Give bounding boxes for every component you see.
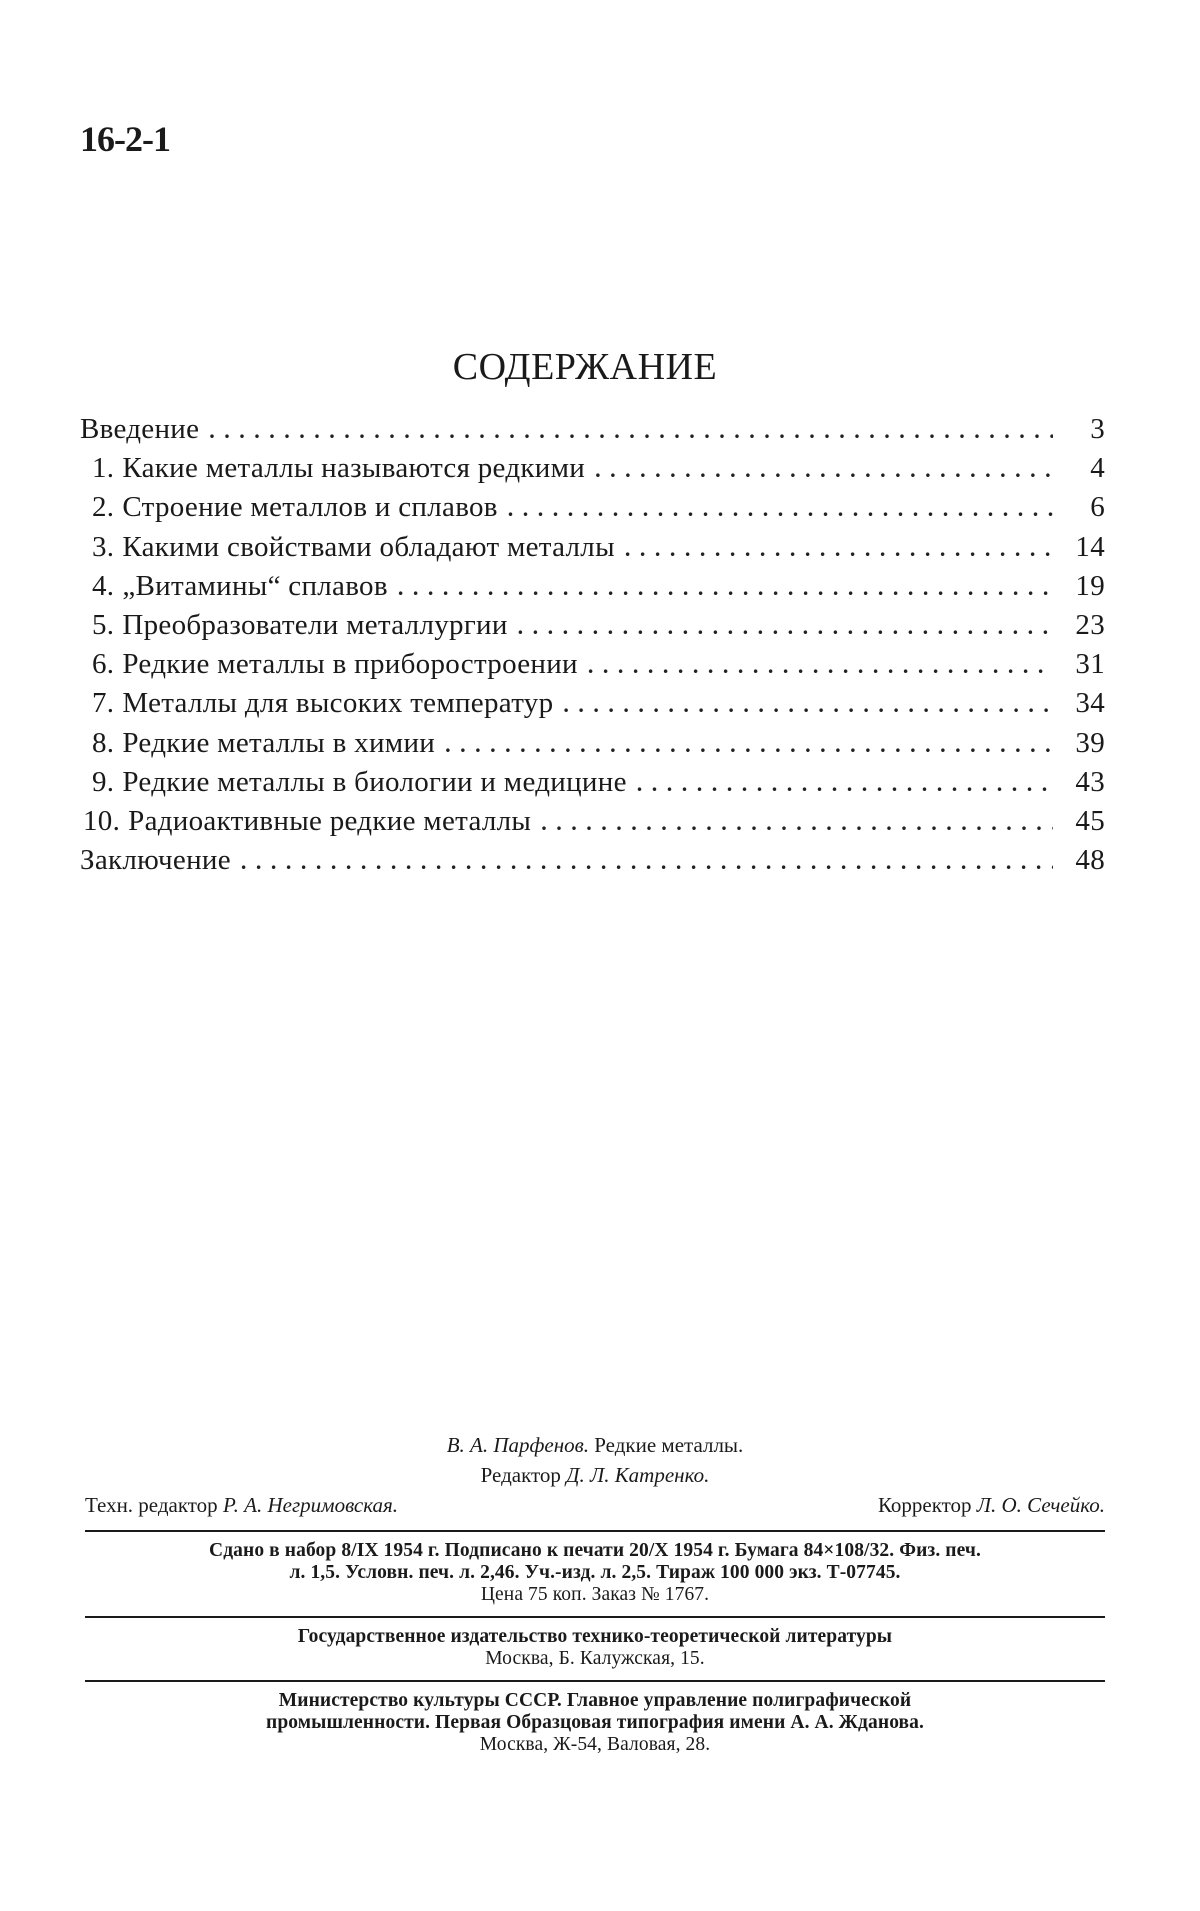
toc-entry-chapter-8[interactable]: [80, 724, 1105, 763]
publisher-line-1: Государственное издательство технико-теоретической литературы: [297, 1626, 893, 1647]
toc-entry-number: 4.: [92, 569, 115, 602]
toc-entry-label: Какими свойствами обладают металлы: [122, 530, 615, 563]
toc-entry-chapter-10[interactable]: [80, 802, 1105, 841]
toc-entry-chapter-1[interactable]: [80, 449, 1105, 488]
toc-entry-conclusion[interactable]: [80, 841, 1105, 880]
toc-entry-number: 5.: [92, 608, 115, 641]
toc-entry-page: 4: [1090, 452, 1105, 485]
toc-entry-page: 14: [1075, 530, 1105, 563]
toc-entry-chapter-2[interactable]: [80, 488, 1105, 527]
corrector: [878, 1490, 1105, 1520]
editor-label: Редактор: [480, 1463, 561, 1487]
divider: [85, 1680, 1105, 1682]
author-name: В. А. Парфенов.: [446, 1433, 590, 1457]
editor-name: Д. Л. Катренко.: [566, 1463, 710, 1487]
toc-leader-dots: [563, 685, 1053, 724]
toc-entry-label: Металлы для высоких температур: [122, 687, 554, 720]
toc-entry-chapter-4[interactable]: [80, 567, 1105, 606]
toc-entry-number: 2.: [92, 491, 115, 524]
print-details-line-3: Цена 75 коп. Заказ № 1767.: [480, 1584, 710, 1605]
toc-entry-page: 23: [1075, 608, 1105, 641]
toc-entry-chapter-5[interactable]: [80, 606, 1105, 645]
divider: [85, 1616, 1105, 1618]
toc-entry-page: 31: [1075, 648, 1105, 681]
toc-entry-number: 9.: [92, 765, 115, 798]
toc-entry-label: Редкие металлы в биологии и медицине: [122, 765, 627, 798]
toc-entry-number: 8.: [92, 726, 115, 759]
printer-line-1: Министерство культуры СССР. Главное управление полиграфической: [278, 1690, 912, 1711]
toc-entry-number: 3.: [92, 530, 115, 563]
toc-entry-label: Введение: [80, 413, 200, 445]
editor-line: [85, 1460, 1105, 1490]
print-details-line-1: Сдано в набор 8/IX 1954 г. Подписано к печати 20/X 1954 г. Бумага 84×108/32. Физ. печ.: [209, 1540, 981, 1561]
toc-entry-label: Заключение: [80, 844, 231, 877]
toc-entry-intro[interactable]: [80, 410, 1105, 449]
toc-leader-dots: [625, 529, 1053, 568]
toc-leader-dots: [637, 764, 1053, 803]
toc-entry-page: 19: [1075, 569, 1105, 602]
printer-line-3: Москва, Ж-54, Валовая, 28.: [479, 1734, 711, 1755]
toc-entry-label: Строение металлов и сплавов: [122, 491, 498, 524]
divider: [85, 1530, 1105, 1532]
toc-entry-number: 7.: [92, 687, 115, 720]
toc-entry-chapter-9[interactable]: [80, 763, 1105, 802]
toc-entry-page: 45: [1075, 804, 1105, 837]
toc-leader-dots: [241, 842, 1053, 881]
toc-entry-number: 10.: [83, 804, 121, 837]
tech-editor: [85, 1490, 398, 1520]
staff-line: [85, 1490, 1105, 1520]
tech-editor-label: Техн. редактор: [85, 1493, 218, 1517]
toc-entry-page: 6: [1090, 491, 1105, 524]
toc-entry-page: 3: [1090, 413, 1105, 445]
corrector-name: Л. О. Сечейко.: [976, 1493, 1105, 1517]
toc-leader-dots: [209, 411, 1053, 450]
toc-entry-page: 43: [1075, 765, 1105, 798]
corrector-label: Корректор: [877, 1493, 972, 1517]
toc-entry-label: Преобразователи металлургии: [122, 608, 508, 641]
toc-entry-page: 34: [1075, 687, 1105, 720]
colophon: [85, 1430, 1105, 1756]
book-title: Редкие металлы.: [594, 1433, 744, 1457]
table-of-contents: [80, 410, 1105, 880]
toc-entry-label: Редкие металлы в приборостроении: [122, 648, 578, 681]
publisher-line-2: Москва, Б. Калужская, 15.: [485, 1648, 705, 1669]
toc-entry-number: 1.: [92, 452, 115, 485]
toc-entry-label: „Витамины“ сплавов: [122, 569, 388, 602]
toc-entry-number: 6.: [92, 648, 115, 681]
toc-leader-dots: [445, 725, 1053, 764]
tech-editor-name: Р. А. Негримовская.: [222, 1493, 399, 1517]
toc-title: СОДЕРЖАНИЕ: [452, 346, 718, 388]
toc-entry-label: Редкие металлы в химии: [122, 726, 436, 759]
toc-entry-label: Какие металлы называются редкими: [122, 452, 586, 485]
toc-entry-chapter-7[interactable]: [80, 684, 1105, 723]
toc-leader-dots: [398, 568, 1053, 607]
toc-leader-dots: [541, 803, 1053, 842]
toc-entry-chapter-3[interactable]: [80, 528, 1105, 567]
toc-leader-dots: [508, 489, 1053, 528]
toc-entry-page: 48: [1075, 844, 1105, 877]
toc-entry-label: Радиоактивные редкие металлы: [128, 804, 532, 837]
toc-leader-dots: [518, 607, 1053, 646]
toc-leader-dots: [588, 646, 1053, 685]
page-code: 16-2-1: [80, 119, 170, 159]
author-title-line: [85, 1430, 1105, 1460]
print-details-line-2: л. 1,5. Условн. печ. л. 2,46. Уч.-изд. л. 2,5. Тираж 100 000 экз. Т-07745.: [289, 1562, 901, 1583]
toc-leader-dots: [595, 450, 1053, 489]
printer-line-2: промышленности. Первая Образцовая типография имени А. А. Жданова.: [265, 1712, 925, 1733]
toc-entry-chapter-6[interactable]: [80, 645, 1105, 684]
toc-entry-page: 39: [1075, 726, 1105, 759]
